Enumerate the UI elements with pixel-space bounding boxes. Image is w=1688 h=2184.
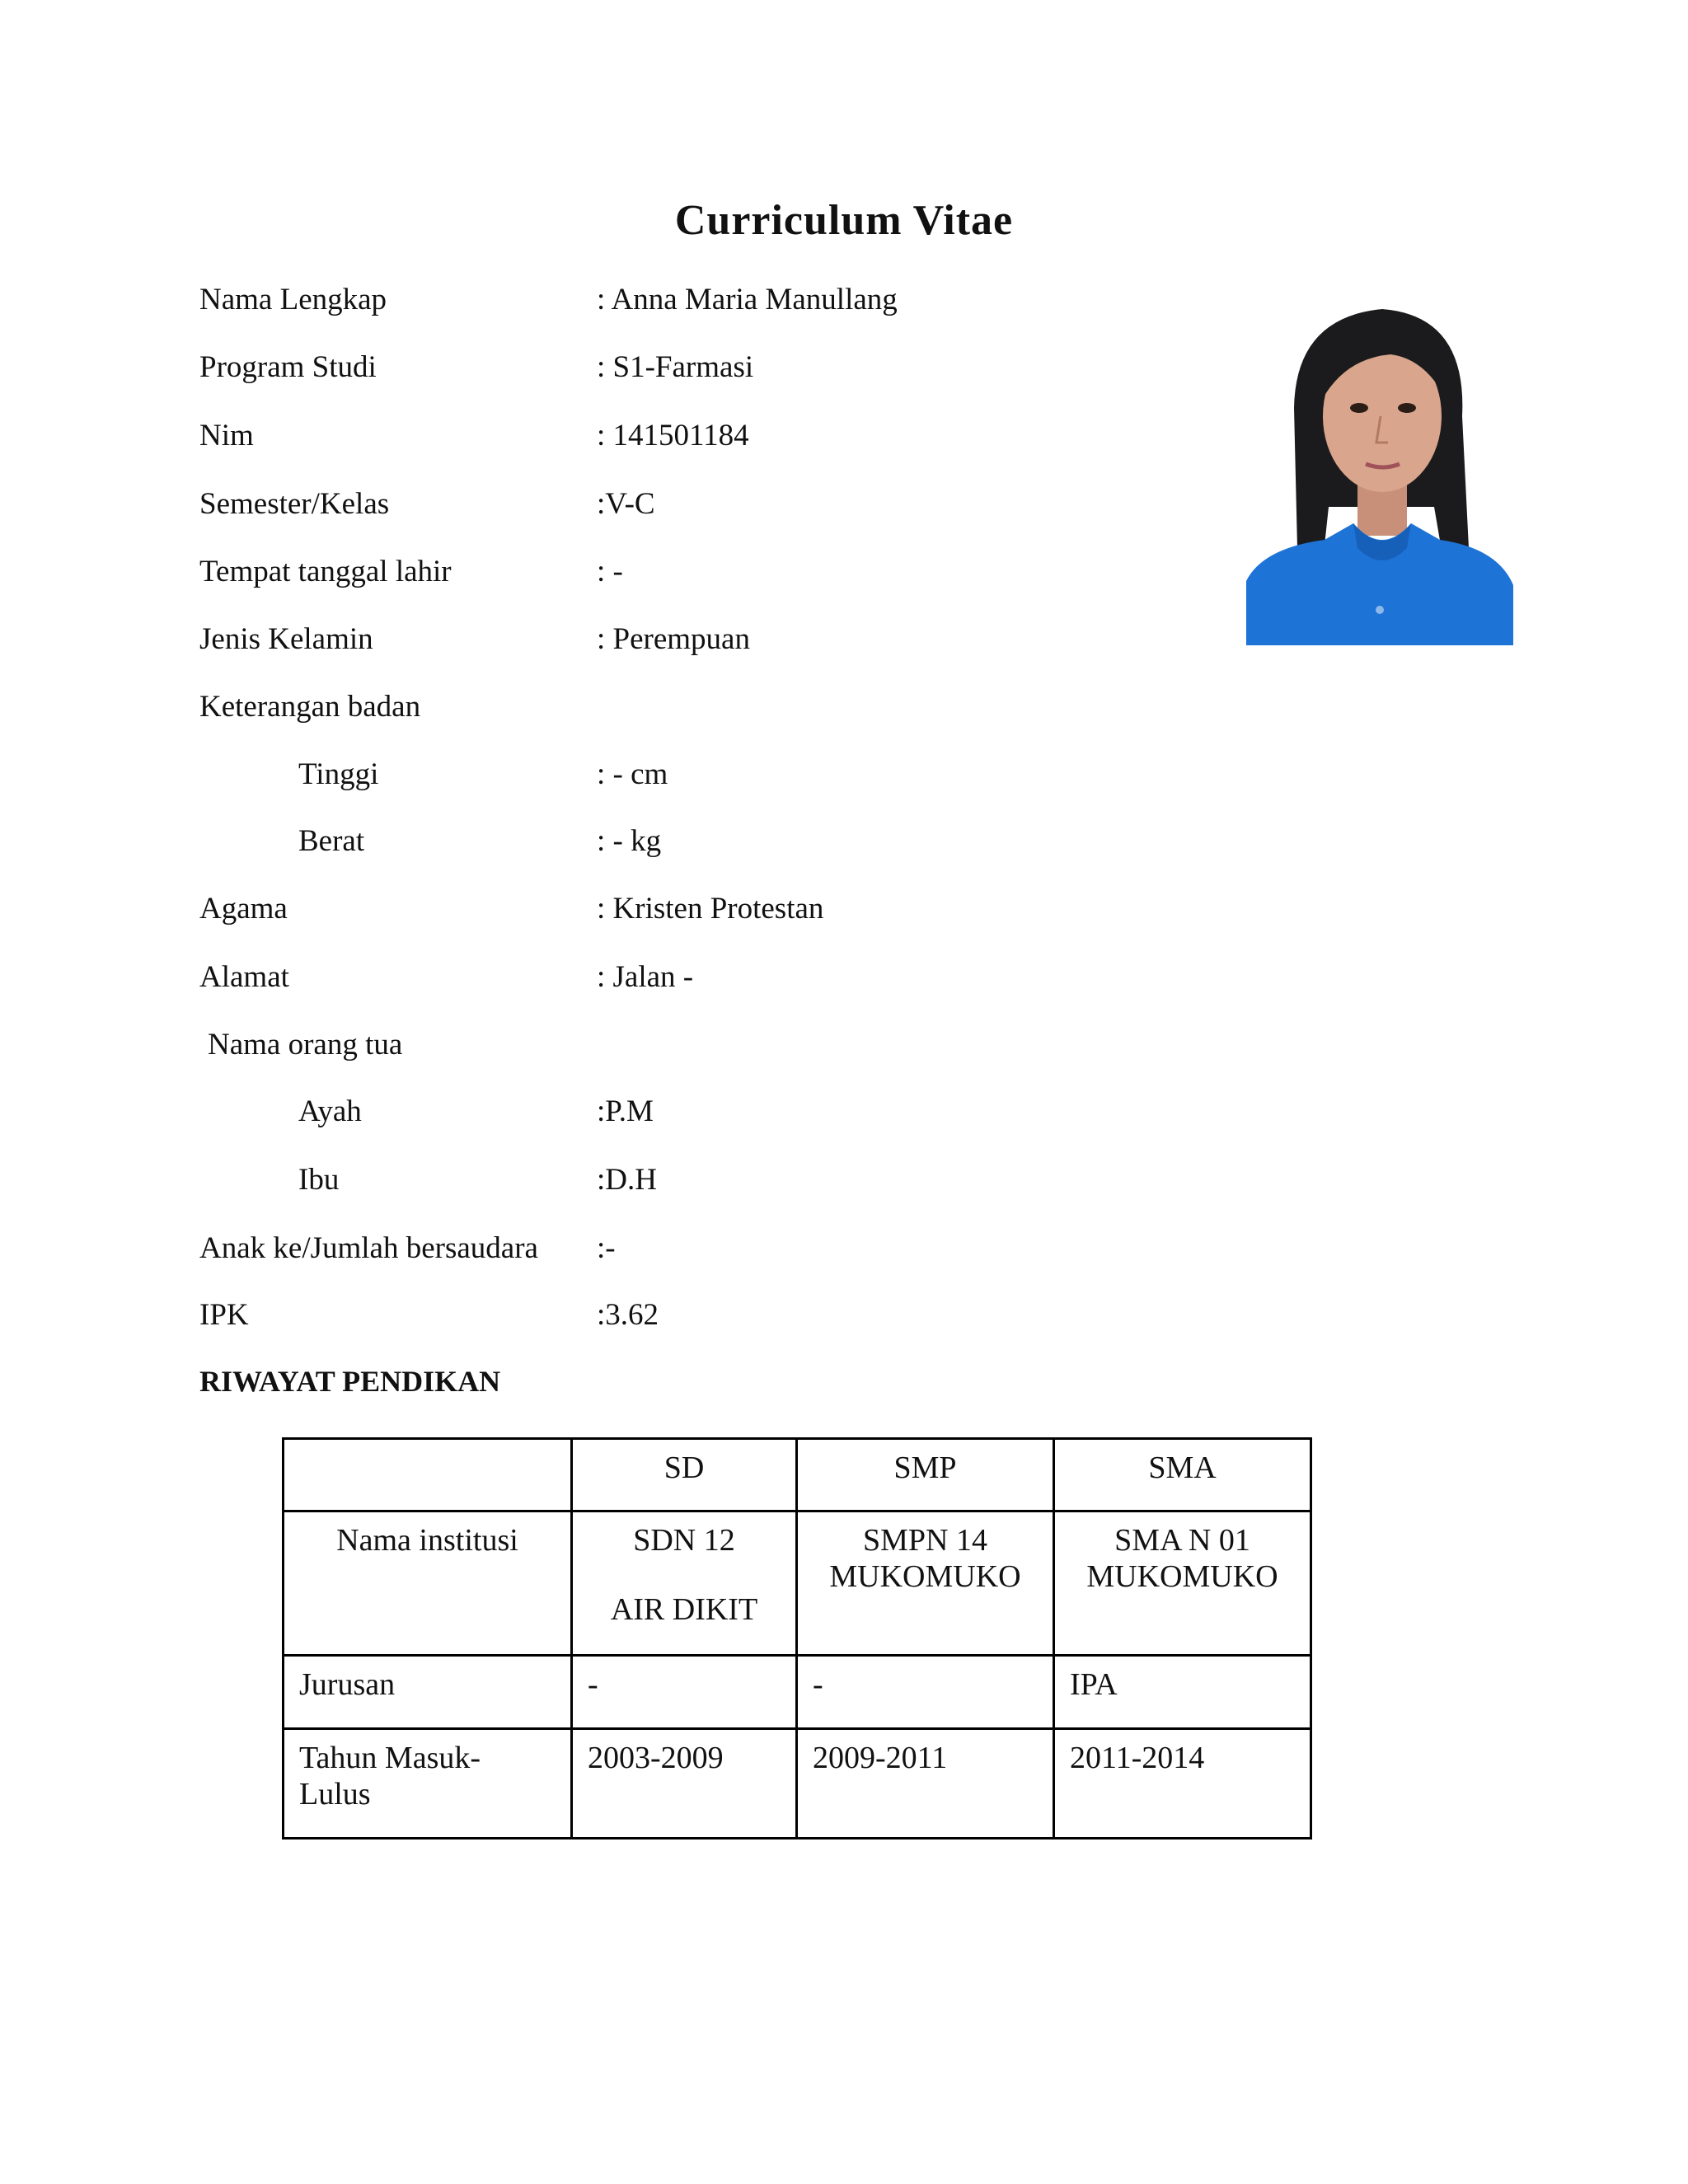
field-label: Ayah [298,1094,362,1128]
cell-sd-institusi [572,1511,797,1656]
field-value: : Perempuan [597,622,750,656]
field-ttl [199,551,1271,593]
cell-text: SMA N 01 [1114,1523,1250,1558]
cell-sd-tahun: 2003-2009 [572,1729,797,1839]
field-label: Berat [298,824,365,858]
field-value: : Anna Maria Manullang [597,283,898,316]
field-value: : - [597,555,623,588]
cell-text: Nama institusi [336,1523,518,1558]
field-agama [199,888,1271,930]
field-program-studi [199,347,1271,388]
table-header-row [284,1439,1311,1511]
row-label-tahun [284,1729,572,1839]
cell-text: SDN 12 [633,1523,735,1558]
cell-smp-tahun: 2009-2011 [797,1729,1054,1839]
field-label: Tinggi [298,757,379,791]
field-value: : Kristen Protestan [597,892,824,926]
cell-sma-jurusan: IPA [1054,1656,1311,1729]
field-value: :3.62 [597,1298,659,1332]
field-label: Nim [199,419,254,452]
header-cell-smp: SMP [797,1439,1054,1511]
field-label: Tempat tanggal lahir [199,555,452,588]
cell-text: MUKOMUKO [829,1559,1021,1594]
field-label: Jenis Kelamin [199,622,373,656]
field-label: Program Studi [199,350,377,384]
cell-text: MUKOMUKO [1086,1559,1278,1594]
cell-text: Tahun Masuk- [299,1741,481,1775]
field-value: :D.H [597,1163,657,1197]
field-value: : 141501184 [597,419,749,452]
cell-sma-tahun: 2011-2014 [1054,1729,1311,1839]
field-label: Anak ke/Jumlah bersaudara [199,1231,538,1265]
table-row-jurusan [284,1656,1311,1729]
row-label-institusi [284,1511,572,1656]
field-berat [199,821,1271,862]
portrait-illustration [1246,301,1513,645]
cell-text: Lulus [299,1777,371,1811]
field-label: Agama [199,892,288,926]
field-anak-ke [199,1228,1271,1269]
field-label: Keterangan badan [199,690,421,724]
row-label-jurusan: Jurusan [284,1656,572,1729]
field-value: : S1-Farmasi [597,350,754,384]
cell-text: SMPN 14 [863,1523,987,1558]
field-jenis-kelamin [199,619,1271,660]
field-label: Nama orang tua [208,1028,403,1062]
field-value: : - kg [597,824,662,858]
field-value: :P.M [597,1094,654,1128]
page-title: Curriculum Vitae [674,197,1014,244]
education-table [282,1437,1312,1840]
section-heading-education: RIWAYAT PENDIKAN [199,1365,501,1398]
field-nim [199,415,1271,457]
cell-smp-institusi [797,1511,1054,1656]
field-nama [199,279,1271,321]
field-label: Nama Lengkap [199,283,387,316]
field-label: Ibu [298,1163,340,1197]
table-row-tahun [284,1729,1311,1839]
header-cell-sd: SD [572,1439,797,1511]
field-label: IPK [199,1298,249,1332]
field-nama-orang-tua [199,1024,1271,1066]
table-row-institusi [284,1511,1311,1656]
field-value: :- [597,1231,616,1265]
field-ipk [199,1295,1271,1336]
cell-text: AIR DIKIT [610,1592,758,1627]
cell-sd-jurusan: - [572,1656,797,1729]
field-ibu [199,1160,1271,1201]
cell-sma-institusi [1054,1511,1311,1656]
field-value: :V-C [597,487,655,521]
profile-photo [1246,301,1513,645]
field-label: Alamat [199,960,289,994]
field-tinggi [199,754,1271,795]
header-cell-empty [284,1439,572,1511]
field-keterangan-badan [199,687,1271,728]
field-label: Semester/Kelas [199,487,390,521]
field-value: : Jalan - [597,960,694,994]
field-alamat [199,957,1271,998]
field-semester [199,484,1271,525]
header-cell-sma: SMA [1054,1439,1311,1511]
cell-smp-jurusan: - [797,1656,1054,1729]
field-ayah [199,1091,1271,1132]
field-value: : - cm [597,757,668,791]
